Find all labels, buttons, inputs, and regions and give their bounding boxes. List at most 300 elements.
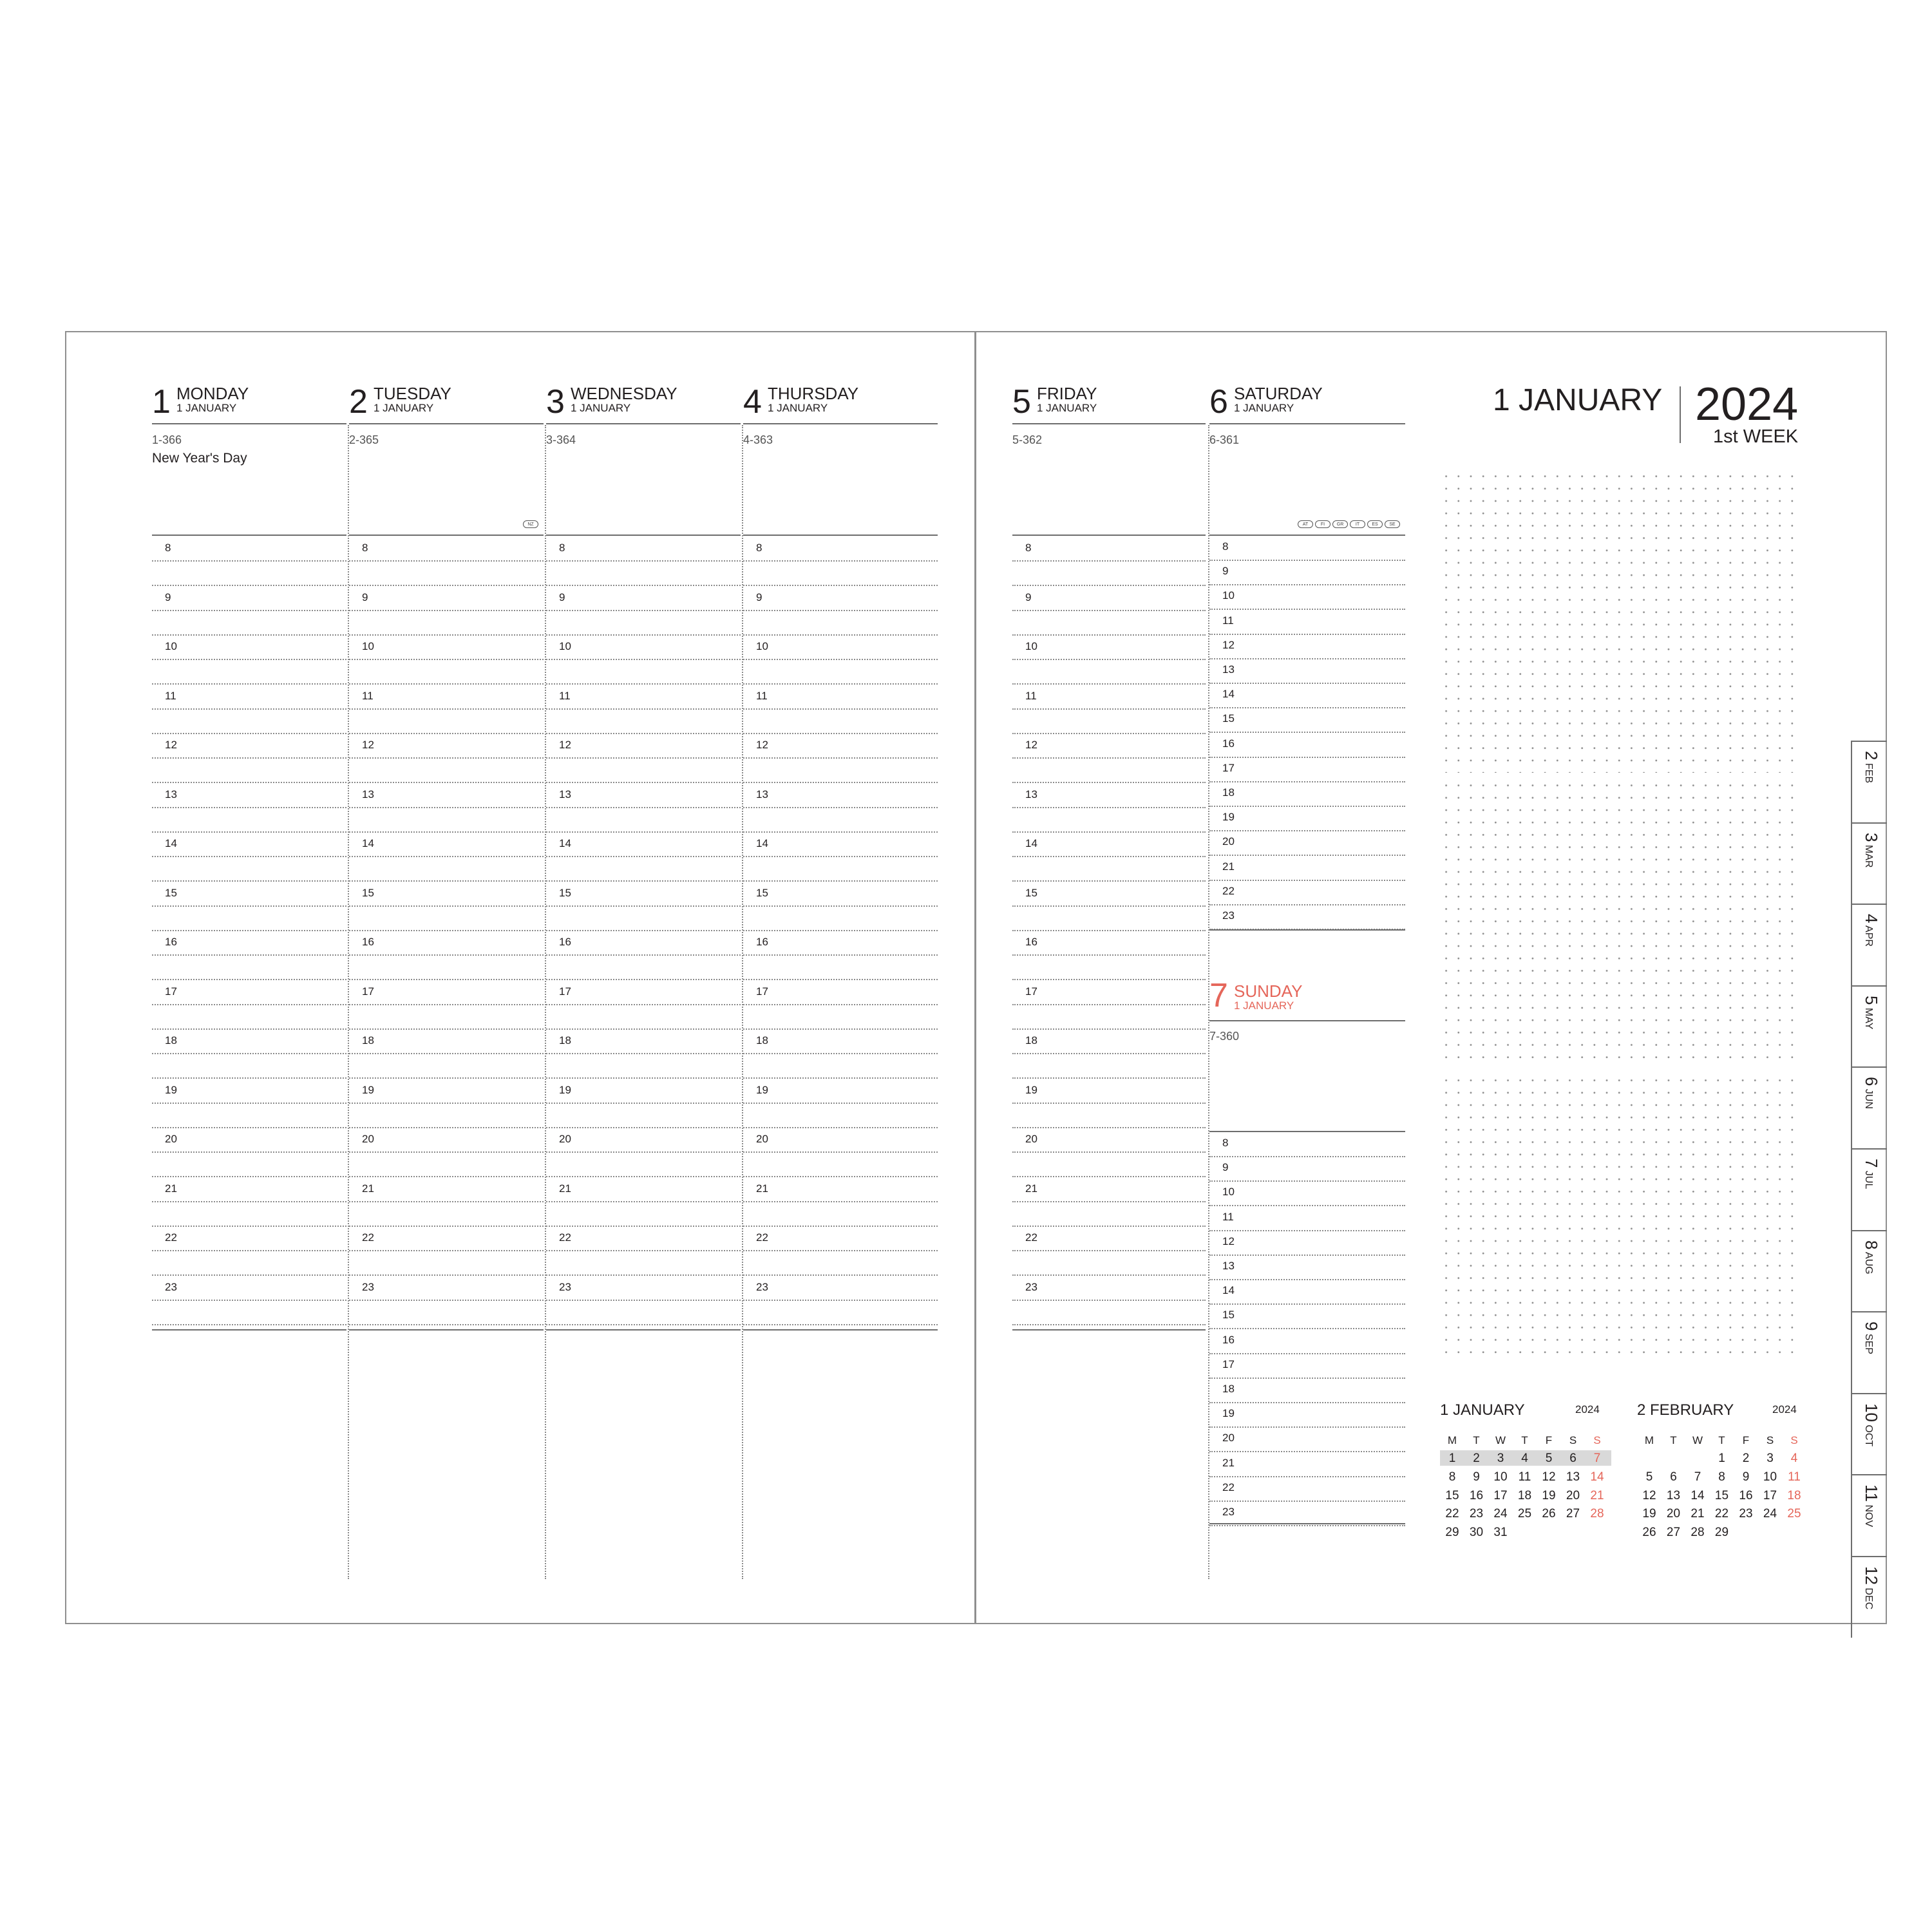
day-name: FRIDAY [1037,384,1097,403]
hour-label: 18 [559,1034,571,1046]
hour-line [349,757,544,759]
half-hour-line [1012,1274,1206,1276]
hour-line [1209,634,1405,635]
calendar-day: 24 [1763,1507,1777,1521]
calendar-day: 13 [1666,1488,1681,1502]
hour-line [1012,1250,1206,1251]
hour-line [349,954,544,956]
half-hour-line [152,1324,346,1325]
half-hour-line [152,1274,346,1276]
half-hour-line [349,585,544,586]
half-hour-line [546,634,741,636]
day-month: 1 JANUARY [1234,999,1294,1012]
day-number: 6 [1209,383,1228,421]
mini-calendar-year: 2024 [1575,1403,1600,1416]
hour-line [743,1103,938,1104]
hour-label: 11 [362,689,374,702]
hour-label: 14 [1025,837,1037,849]
day-month: 1 JANUARY [176,402,237,414]
half-hour-line [152,634,346,636]
hour-label: 17 [756,985,768,998]
hour-line [1012,807,1206,808]
hour-label: 13 [1025,788,1037,800]
hour-line [743,708,938,710]
hour-label: 11 [1222,1210,1234,1223]
hour-label: 9 [559,591,565,603]
hour-line [152,807,346,808]
schedule-bottom-rule [349,1329,544,1331]
day-name: WEDNESDAY [571,384,677,403]
calendar-day: 17 [1493,1488,1508,1502]
hour-label: 11 [165,689,176,702]
hour-line [1012,659,1206,660]
day-of-year-code: 6-361 [1209,433,1240,446]
hour-label: 12 [756,739,768,751]
hour-line [349,1250,544,1251]
weekday-header: M [1447,1434,1457,1446]
half-hour-line [743,831,938,833]
calendar-day: 24 [1493,1507,1508,1521]
month-tab-number: 3 [1862,832,1881,842]
hour-line [152,1103,346,1104]
hour-line [546,954,741,956]
hour-label: 10 [1222,1186,1235,1198]
month-tab-label [1861,1077,1881,1109]
half-hour-line [152,683,346,685]
half-hour-line [1012,1226,1206,1227]
hour-line [1209,806,1405,807]
hour-label: 23 [1025,1280,1037,1293]
month-tab-label [1861,833,1881,867]
mini-calendar-year: 2024 [1772,1403,1797,1416]
month-tab-label [1861,914,1881,947]
half-hour-line [546,1324,741,1325]
hour-label: 18 [756,1034,768,1046]
month-tab-number: 6 [1862,1077,1881,1086]
hour-label: 9 [1222,1161,1229,1174]
day-of-year-code: 3-364 [546,433,576,446]
calendar-day: 25 [1517,1507,1532,1521]
half-hour-line [546,1274,741,1276]
day-number: 3 [546,383,565,421]
hour-label: 16 [362,936,374,948]
hour-line [743,757,938,759]
half-hour-line [743,634,938,636]
hour-label: 11 [756,689,768,702]
half-hour-line [349,683,544,685]
hour-label: 14 [1222,1284,1235,1297]
hour-line [546,1151,741,1153]
hour-label: 12 [1222,638,1235,651]
half-hour-line [152,1127,346,1128]
month-tab-mar[interactable] [1851,822,1887,904]
hour-label: 8 [1222,540,1229,553]
half-hour-line [743,880,938,882]
calendar-day: 15 [1714,1488,1729,1502]
hour-line [743,1151,938,1153]
hour-label: 23 [1222,909,1235,922]
month-title: 1 JANUARY [1493,383,1663,417]
calendar-day: 18 [1517,1488,1532,1502]
calendar-day: 11 [1788,1470,1801,1484]
weekday-header: M [1644,1434,1654,1446]
hour-line [152,1201,346,1202]
calendar-day: 4 [1790,1452,1798,1465]
hour-line [1012,1004,1206,1005]
hour-label: 15 [1222,1309,1235,1321]
half-hour-line [152,1028,346,1030]
hour-label: 12 [362,739,374,751]
half-hour-line [1012,733,1206,734]
half-hour-line [152,979,346,980]
hour-line [743,1300,938,1301]
day-name: SUNDAY [1234,981,1303,1001]
month-tab-number: 11 [1862,1484,1881,1502]
hour-label: 13 [559,788,571,800]
half-hour-line [349,1226,544,1227]
calendar-day: 19 [1642,1507,1656,1521]
hour-line [1012,1300,1206,1301]
hour-line [546,1053,741,1054]
hour-label: 13 [756,788,768,800]
calendar-day: 8 [1448,1470,1456,1484]
half-hour-line [1012,634,1206,636]
saturday-bottom-rule [1209,929,1405,931]
country-badge: FI [1315,520,1331,528]
month-tab-number: 5 [1862,995,1881,1005]
half-hour-line [743,683,938,685]
hour-line [1209,1426,1405,1428]
hour-label: 10 [1025,640,1037,652]
month-tab-number: 2 [1862,751,1881,761]
hour-label: 14 [165,837,177,849]
hour-line [1209,1303,1405,1305]
hour-line [1209,1451,1405,1452]
half-hour-line [546,782,741,783]
day-month: 1 JANUARY [1037,402,1097,414]
hour-label: 8 [362,542,368,554]
calendar-day: 14 [1690,1488,1705,1502]
day-of-year-code: 4-363 [743,433,773,446]
half-hour-line [152,1077,346,1079]
hour-label: 15 [1025,886,1037,899]
hour-label: 10 [1222,589,1235,602]
calendar-day: 5 [1545,1452,1553,1465]
hour-label: 9 [165,591,171,603]
hour-line [349,610,544,611]
hour-label: 14 [1222,688,1235,701]
hour-line [743,659,938,660]
hour-label: 20 [362,1133,374,1145]
hour-label: 21 [362,1182,374,1195]
hour-label: 12 [559,739,571,751]
hour-label: 10 [165,640,177,652]
hour-line [349,905,544,907]
half-hour-line [349,979,544,980]
month-tab-abbr: NOV [1863,1502,1874,1528]
day-name: TUESDAY [374,384,451,403]
hour-label: 14 [756,837,768,849]
hour-label: 13 [1222,1260,1235,1272]
half-hour-line [349,1324,544,1325]
weekday-header: T [1670,1434,1677,1446]
day-header-rule [152,423,346,424]
hour-label: 21 [756,1182,768,1195]
month-tab-sep[interactable] [1851,1311,1887,1393]
half-hour-line [1012,585,1206,586]
weekday-header: F [1742,1434,1750,1446]
hour-label: 10 [362,640,374,652]
day-number: 1 [152,383,171,421]
calendar-day: 26 [1642,1526,1656,1540]
calendar-day: 18 [1787,1488,1801,1502]
hour-label: 19 [362,1083,374,1096]
hour-label: 22 [1222,1481,1235,1493]
holiday-note: New Year's Day [152,451,247,466]
half-hour-line [349,1127,544,1128]
hour-label: 10 [756,640,768,652]
hour-line [1209,707,1405,708]
hour-line [1209,1180,1405,1182]
hour-line [152,1053,346,1054]
hour-label: 13 [362,788,374,800]
hour-line [1209,658,1405,659]
weekday-header: S [1790,1434,1798,1446]
hour-label: 22 [1025,1231,1037,1244]
half-hour-line [546,683,741,685]
day-number: 7 [1209,977,1228,1014]
hour-label: 18 [165,1034,177,1046]
calendar-day: 7 [1593,1452,1601,1465]
day-header-rule [1209,1020,1405,1021]
hour-line [743,954,938,956]
half-hour-line [546,880,741,882]
hour-label: 10 [559,640,571,652]
hour-line [1209,584,1405,585]
half-hour-line [1012,831,1206,833]
hour-line [546,610,741,611]
weekday-header: T [1473,1434,1480,1446]
hour-label: 18 [362,1034,374,1046]
hour-line [1012,610,1206,611]
calendar-day: 21 [1690,1507,1705,1521]
half-hour-line [546,585,741,586]
half-hour-line [349,1176,544,1177]
half-hour-line [152,1176,346,1177]
hour-label: 22 [559,1231,571,1244]
hour-label: 18 [1222,1383,1235,1395]
month-tab-feb[interactable] [1851,741,1887,822]
half-hour-line [546,930,741,931]
calendar-day: 9 [1473,1470,1480,1484]
half-hour-line [743,1176,938,1177]
month-tab-label [1861,1159,1881,1189]
half-hour-line [546,733,741,734]
day-name: THURSDAY [768,384,859,403]
calendar-day: 17 [1763,1488,1777,1502]
hour-line [1209,560,1405,561]
calendar-day: 19 [1542,1488,1556,1502]
schedule-bottom-rule [546,1329,741,1331]
weekday-header: F [1545,1434,1553,1446]
hour-line [1209,1156,1405,1157]
day-number: 4 [743,383,762,421]
hour-line [349,1201,544,1202]
schedule-bottom-rule [152,1329,346,1331]
hour-line [1209,1501,1405,1502]
month-tab-abbr: APR [1863,923,1874,947]
half-hour-line [546,1127,741,1128]
half-hour-line [1012,782,1206,783]
weekday-header: S [1766,1434,1774,1446]
hour-line [743,1201,938,1202]
calendar-day: 6 [1670,1470,1677,1484]
hour-line [1012,1201,1206,1202]
month-tab-abbr: JUN [1863,1086,1874,1110]
calendar-day: 2 [1742,1452,1750,1465]
hour-label: 16 [1222,1333,1235,1346]
calendar-day: 31 [1493,1526,1508,1540]
schedule-top-rule [743,535,938,536]
hour-line [546,1250,741,1251]
day-header-rule [349,423,544,424]
half-hour-line [546,979,741,980]
calendar-day: 22 [1714,1507,1729,1521]
hour-line [1012,905,1206,907]
half-hour-line [349,831,544,833]
half-hour-line [743,979,938,980]
calendar-day: 6 [1569,1452,1577,1465]
hour-line [1012,1151,1206,1153]
hour-line [546,708,741,710]
hour-line [1209,732,1405,733]
month-tab-nov[interactable] [1851,1474,1887,1556]
month-tab-apr[interactable] [1851,904,1887,985]
hour-label: 17 [362,985,374,998]
hour-line [743,1053,938,1054]
hour-line [152,610,346,611]
hour-line [743,1004,938,1005]
calendar-day: 16 [1469,1488,1484,1502]
half-hour-line [1012,1077,1206,1079]
month-tab-dec[interactable] [1851,1556,1887,1638]
calendar-day: 27 [1666,1526,1681,1540]
hour-line [546,757,741,759]
hour-label: 20 [559,1133,571,1145]
calendar-day: 3 [1497,1452,1504,1465]
month-tab-oct[interactable] [1851,1393,1887,1475]
hour-line [152,757,346,759]
half-hour-line [743,1324,938,1325]
column-separator [742,425,743,1579]
month-tab-abbr: OCT [1863,1421,1874,1446]
half-hour-line [1012,683,1206,685]
half-hour-line [743,1028,938,1030]
half-hour-line [349,1077,544,1079]
half-hour-line [743,1127,938,1128]
calendar-day: 13 [1566,1470,1580,1484]
calendar-day: 1 [1718,1452,1725,1465]
hour-line [152,905,346,907]
hour-line [349,560,544,562]
half-hour-line [349,930,544,931]
country-badge: AT [1298,520,1313,528]
half-hour-line [349,880,544,882]
calendar-day: 4 [1521,1452,1528,1465]
hour-label: 19 [1025,1083,1037,1096]
hour-label: 13 [165,788,177,800]
hour-label: 12 [165,739,177,751]
notes-dot-grid-2 [1440,779,1801,1068]
calendar-day: 15 [1445,1488,1459,1502]
calendar-day: 20 [1566,1488,1580,1502]
calendar-day: 12 [1542,1470,1556,1484]
hour-line [1209,1525,1405,1526]
day-month: 1 JANUARY [1234,402,1294,414]
hour-label: 12 [1025,739,1037,751]
hour-label: 17 [1025,985,1037,998]
hour-line [152,954,346,956]
calendar-day: 2 [1473,1452,1480,1465]
weekday-header: W [1495,1434,1506,1446]
month-tab-number: 8 [1862,1240,1881,1250]
hour-label: 22 [756,1231,768,1244]
schedule-bottom-rule [1012,1329,1206,1331]
hour-line [1209,781,1405,782]
calendar-day: 11 [1518,1470,1531,1484]
hour-label: 14 [559,837,571,849]
calendar-day: 25 [1787,1507,1801,1521]
hour-label: 18 [1025,1034,1037,1046]
half-hour-line [743,1226,938,1227]
hour-label: 23 [559,1280,571,1293]
month-tab-abbr: MAR [1863,842,1874,868]
hour-line [152,856,346,857]
hour-label: 21 [1222,1456,1235,1469]
hour-line [546,1300,741,1301]
hour-label: 21 [165,1182,177,1195]
hour-label: 20 [1222,835,1235,848]
calendar-day: 12 [1642,1488,1656,1502]
calendar-day: 28 [1690,1526,1705,1540]
month-tab-may[interactable] [1851,985,1887,1067]
day-name: SATURDAY [1234,384,1323,403]
country-badge: IT [1350,520,1365,528]
hour-line [1012,560,1206,562]
hour-line [1209,1279,1405,1280]
month-tab-jul[interactable] [1851,1148,1887,1230]
hour-line [1209,830,1405,831]
hour-label: 8 [1222,1137,1229,1149]
hour-line [349,1151,544,1153]
half-hour-line [1012,1176,1206,1177]
half-hour-line [743,782,938,783]
calendar-day: 20 [1666,1507,1681,1521]
month-tab-jun[interactable] [1851,1066,1887,1148]
half-hour-line [546,1226,741,1227]
hour-label: 16 [165,936,177,948]
hour-line [1209,757,1405,758]
half-hour-line [1012,930,1206,931]
month-tab-aug[interactable] [1851,1230,1887,1312]
hour-line [152,1250,346,1251]
day-header-rule [1012,423,1206,424]
calendar-day: 7 [1694,1470,1701,1484]
calendar-day: 23 [1469,1507,1484,1521]
hour-line [546,1004,741,1005]
schedule-bottom-rule [743,1329,938,1331]
month-tab-label [1861,996,1881,1029]
